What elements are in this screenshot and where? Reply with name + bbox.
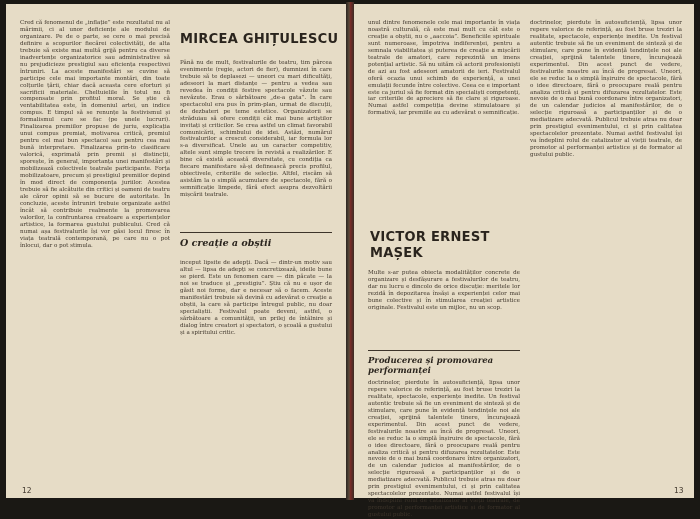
section-heading-producerea: Producerea și promovarea performanței <box>368 356 494 376</box>
left-col1-text: Cred că fenomenul de „inflație” este rezultatul nu al mărimii, ci al unor deficiențe ale modului de organizare. Pe de o parte, se cere o mai precisă definire a scopurilor fiecărei colectivități, de alta trebuie să existe mai multă grijă pentru ca diverse inadvertențe organizatorice sau administrative să nu prejudicieze prestigiul sau eficiența respectivei întruniri. La aceste manifestări se cuvine să participe cele mai importante montări, din toate colțurile țării, chiar dacă aceasta cere eforturi și sacrificii materiale. Cheltuielile în totul nu fi compensate prin profitul moral. Se știe că ventabilitatea este, în domeniul artei, un indice compus. E timpul să se renunțe la festivismul și formalismul care se fac (pe unele lucruri). Finalizarea premiilor propuse de juriu, explicația unui compus premiat, motivarea critică, premiul pentru cel mai bun spectacol sau pentru cea mai bună interpretare. Finalizarea prin-to clasificare valorică, exprimată prin premii și distincții, sporește, în general, importanța unei manifestări și mobilizează colectivele teatrale participante. Forța mobilizatoare, precum și prestigiul premiilor depind în mod direct de componența juriilor. Acestea trebuie să fie alcătuite din critici și oameni de teatru ale căror opinii să se bucure de autoritate. În concluzie, aceste întruniri trebuie organizate astfel încât să contribuie realmente la promovarea valorilor, la confruntarea creatoare a experiențelor artistice, la formarea gustului publicului. Cred că numai așa festivalurile își vor găsi locul firesc în viața teatrală contemporană, pe care nu o pot înlocui, dar o pot stimula. <box>20 20 170 249</box>
right-page <box>354 4 694 519</box>
section-heading-creatie: O creație a obștii <box>180 238 272 249</box>
right-col1b-text: Multe s-ar putea obiecta modalităților concrete de organizare și desfășurare a festivalurilor de teatru, dar nu lucru e dincolo de orice discuție: meritele lor rezidă în depozitarea însăși a experienței celor mai bune colective și în stimularea creației artistice originale. Festivalul este un mijloc, nu un scop. <box>368 270 520 311</box>
right-col2-text: doctrinelor, pierdute în autosuficiență, lipsa unor repere valorice de referință, au fost bruse treziri la realitate, spectacole, experiențe inedite. Un festival autentic trebuie să fie un eveniment de sinteză și de stimulare, care pune în evidență tendințele noi ale creației, sprijină talentele tinere, încurajează experimentul. Din acest punct de vedere, festivalurile noastre au încă de progresat. Uneori, ele se reduc la o simplă înșiruire de spectacole, fără o idee directoare, fără o preocupare reală pentru analiza critică și pentru difuzarea rezultatelor. Este nevoie de o mai bună coordonare între organizatori, de un calendar judicios al manifestărilor, de o selecție riguroasă a participanților și de o mediatizare adecvată. Publicul trebuie atras nu doar prin prestigiul evenimentului, ci și prin calitatea spectacolelor prezentate. Numai astfel festivalul își va îndeplini rolul de catalizator al vieții teatrale, de promotor al performanței artistice și de formator al gustului public. <box>530 20 682 159</box>
spine-gutter <box>346 2 354 500</box>
author-title-mircea: MIRCEA GHIȚULESCU <box>180 32 339 47</box>
left-col2b-text: inceput lipsite de adepți. Dacă — dintr-un motiv sau altul — lipsa de adepți se concretizează, ideile bune se pierd. Este un fenomen care — din păcate — la noi se traduce și „prestigiu”. Știu că nu e ușor de găsit noi forme, dar e necesar să o facem. Aceste manifestări trebuie să devină cu adevărat o creație a obștii, la care să participe întregul public, nu doar specialiștii. Festivalul poate deveni, astfel, o sărbătoare a comunității, un prilej de întâlnire și dialog între creatori și spectatori, o școală a gustului și a spiritului critic. <box>180 260 332 336</box>
page-number-right: 13 <box>674 486 684 495</box>
left-col2-text: Până nu de mult, festivalurile de teatru, tim pârcea evenimente (regie, actori de fier), dumnizei în care trebuie să te deplasezi — uneori cu mari dificultăți, adeseori la mari distanțe — pentru a vedea sau revedea în condiții festive spectacole văzute sau nevăzute. Erau o sărbătoare „de-a gata”. În care spectacolul era pus în prim-plan, urmat de discuții, de dezbateri pe teme estetice. Organizatorii se străduiau să ofere condiții cât mai bune artiștilor invitați și criticilor. Se crea astfel un climat favorabil comunicării, schimbului de idei. Astăzi, numărul festivalurilor a crescut considerabil, iar formula lor s-a diversificat. Unele au un caracter competitiv, altele sunt simple trecere în revistă a realizărilor. E bine că există această diversitate, cu condiția ca fiecare manifestare să-și definească precis profilul, obiectivele, criteriile de selecție. Altfel, riscăm să asistăm la o simplă acumulare de spectacole, fără o semnificație limpede, fără efect asupra dezvoltării mișcării teatrale. <box>180 60 332 199</box>
section-rule <box>180 232 332 233</box>
right-col1-text: unul dintre fenomenele cele mai importante în viața noastră culturală, că este mai mult cu cât este o creație a obștii, nu o „aaccoia”. Beneficiile spirituale sunt numeroase, împotriva indiferenței, pentru a semnala viabilitatea și puterea de creație a mișcării teatrale de amatori, care reprezintă un imens potențial artistic. Să nu uităm că actorii profesioniști de azi au fost adeseori amatorii de ieri. Festivalul oferă ocazia unui schimb de experiență, a unei emulații fecunde între colective. Ceea ce e important este ca juriul să fie format din specialiști competenți, iar criteriile de apreciere să fie clare și riguroase. Numai astfel competiția devine stimulatoare și formativă, iar premiile au cu adevărat o semnificație. <box>368 20 520 117</box>
page-number-left: 12 <box>22 486 32 495</box>
section-rule-right <box>368 350 520 351</box>
left-page <box>6 4 346 498</box>
right-col1c-text: doctrinelor, pierdute în autosuficiență, lipsa unor repere valorice de referință, au fost bruse treziri la realitate, spectacole, experiențe inedite. Un festival autentic trebuie să fie un eveniment de sinteză și de stimulare, care pune în evidență tendințele noi ale creației, sprijină talentele tinere, încurajează experimentul. Din acest punct de vedere, festivalurile noastre au încă de progresat. Uneori, ele se reduc la o simplă înșiruire de spectacole, fără o idee directoare, fără o preocupare reală pentru analiza critică și pentru difuzarea rezultatelor. Este nevoie de o mai bună coordonare între organizatori, de un calendar judicios al manifestărilor, de o selecție riguroasă a participanților și de o mediatizare adecvată. Publicul trebuie atras nu doar prin prestigiul evenimentului, ci și prin calitatea spectacolelor prezentate. Numai astfel festivalul își va îndeplini rolul de catalizator al vieții teatrale, de promotor al performanței artistice și de formator al gustului public. <box>368 380 520 519</box>
author-title-masek: VICTOR ERNEST MAȘEK <box>370 230 490 261</box>
